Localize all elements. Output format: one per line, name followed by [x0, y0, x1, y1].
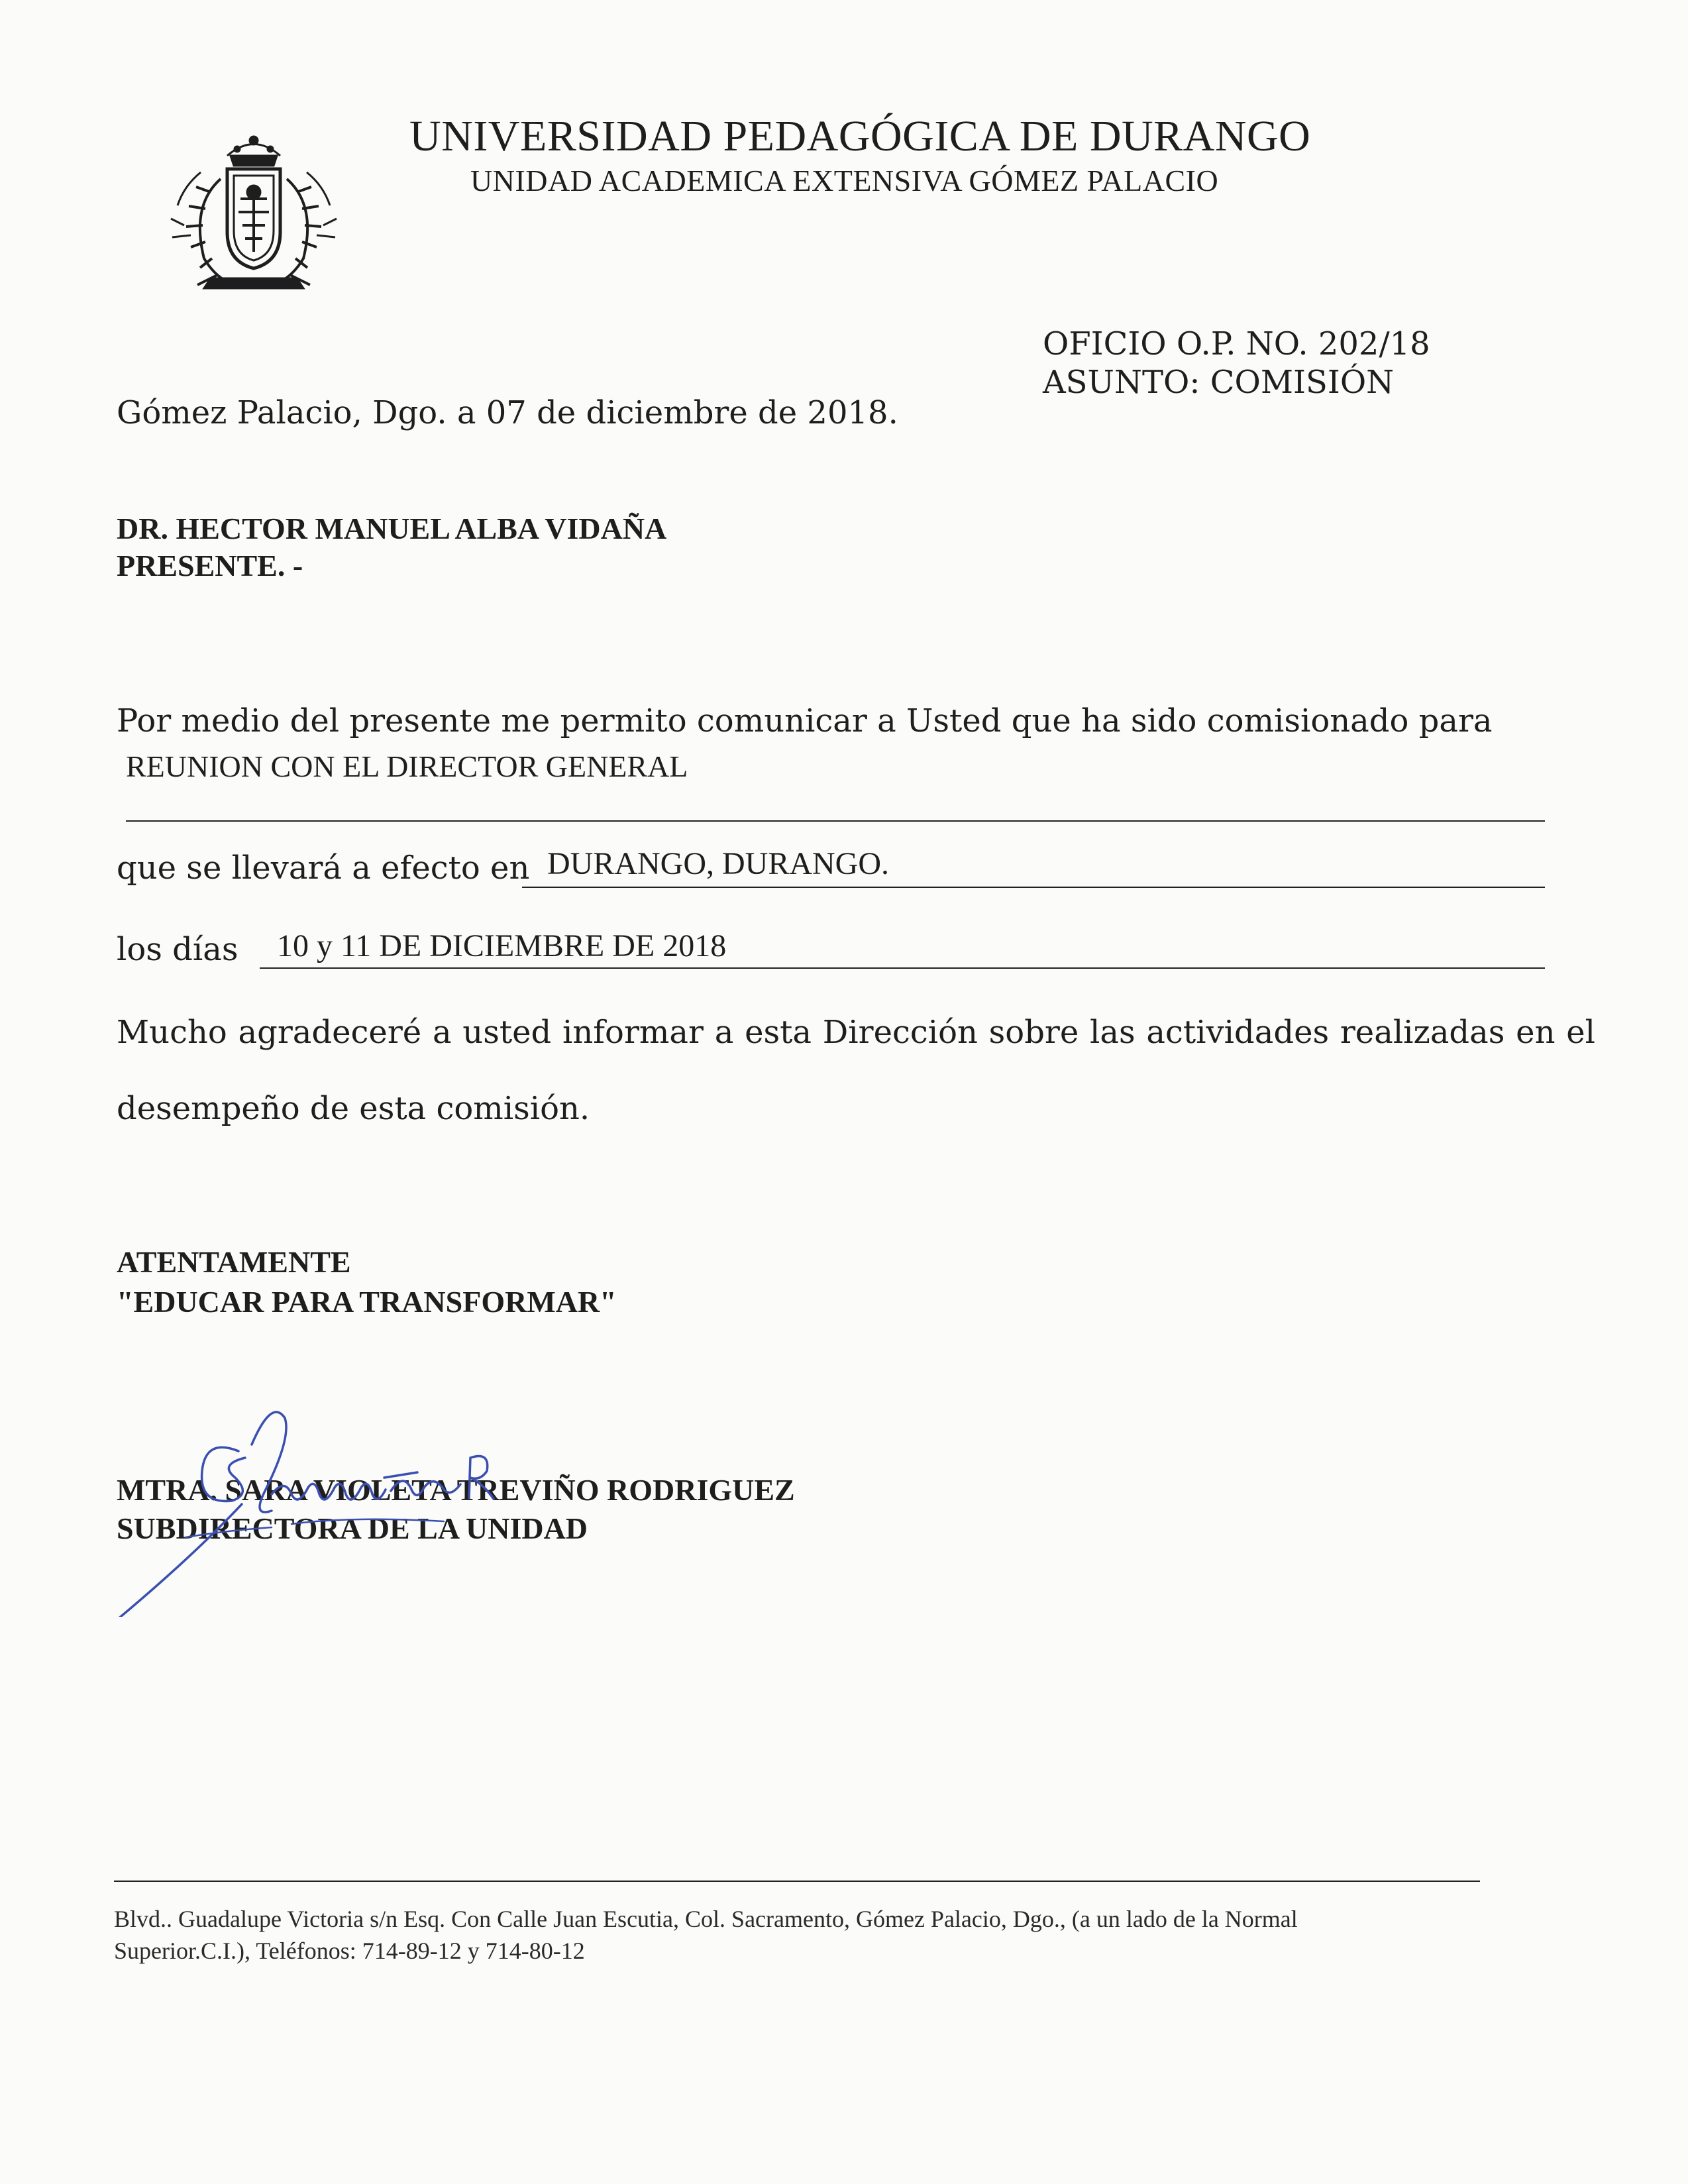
place-value: DURANGO, DURANGO.	[547, 846, 889, 881]
commission-value: REUNION CON EL DIRECTOR GENERAL	[126, 749, 688, 783]
recipient-block	[117, 510, 666, 584]
request-text-line1: Mucho agradeceré a usted informar a esta Dirección sobre las actividades realizadas en el	[117, 1014, 1595, 1051]
university-name: UNIVERSIDAD PEDAGÓGICA DE DURANGO	[409, 112, 1311, 160]
intro-text: Por medio del presente me permito comunicar a Usted que ha sido comisionado para	[117, 702, 1493, 739]
reference-block	[1043, 325, 1430, 402]
academic-unit-name: UNIDAD ACADEMICA EXTENSIVA GÓMEZ PALACIO	[470, 164, 1219, 197]
footer-divider	[114, 1881, 1480, 1882]
footer-address-line1: Blvd.. Guadalupe Victoria s/n Esq. Con Calle Juan Escutia, Col. Sacramento, Gómez Palacio, Dgo., (a un lado de la Normal	[114, 1906, 1298, 1932]
place-label: que se llevará a efecto en	[117, 849, 530, 887]
recipient-greeting: PRESENTE. -	[117, 549, 303, 582]
days-value: 10 y 11 DE DICIEMBRE DE 2018	[277, 928, 727, 963]
closing-block	[117, 1242, 617, 1322]
signer-name: MTRA. SARA VIOLETA TREVIÑO RODRIGUEZ	[117, 1473, 795, 1507]
footer-address-line2: Superior.C.I.), Teléfonos: 714-89-12 y 714-80-12	[114, 1938, 585, 1964]
handwritten-signature-icon	[73, 1358, 550, 1617]
closing-salutation: ATENTAMENTE	[117, 1245, 351, 1279]
signer-title: SUBDIRECTORA DE LA UNIDAD	[117, 1511, 588, 1545]
recipient-name: DR. HECTOR MANUEL ALBA VIDAÑA	[117, 512, 667, 545]
asunto: ASUNTO: COMISIÓN	[1043, 364, 1395, 401]
footer-address	[114, 1903, 1298, 1967]
closing-motto: "EDUCAR PARA TRANSFORMAR"	[117, 1285, 617, 1319]
oficio-number: OFICIO O.P. NO. 202/18	[1043, 325, 1430, 362]
place-underline	[522, 887, 1545, 888]
city-date: Gómez Palacio, Dgo. a 07 de diciembre de 2018.	[117, 394, 898, 431]
days-underline	[260, 967, 1545, 969]
commission-underline	[126, 820, 1545, 822]
university-seal-icon	[164, 126, 343, 298]
request-text-line2: desempeño de esta comisión.	[117, 1090, 590, 1127]
days-label: los días	[117, 931, 238, 968]
